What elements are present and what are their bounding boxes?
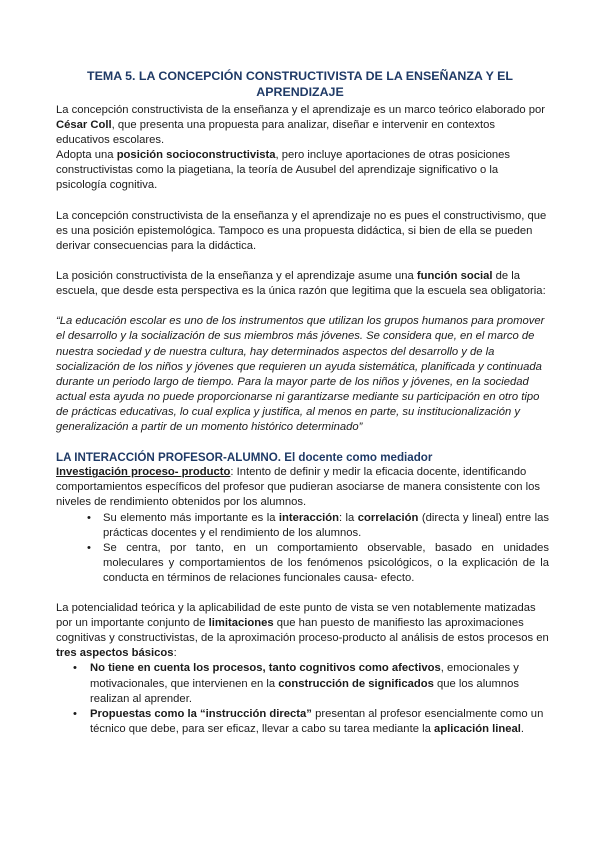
process-product-term: Investigación proceso- producto bbox=[56, 466, 231, 479]
social-function-paragraph: La posición constructivista de la enseñanza y el aprendizaje asume una función social de la escuela, que desde esta perspectiva es la única razón que legitima que la escuela sea obligatoria: bbox=[56, 270, 546, 298]
list-item: • Su elemento más importante es la interacción: la correlación (directa y lineal) entre las prácticas docentes y el rendimiento de los alumnos. bbox=[87, 511, 549, 539]
bullet-icon: • bbox=[87, 541, 91, 554]
title-line-1: TEMA 5. LA CONCEPCIÓN CONSTRUCTIVISTA DE LA ENSEÑANZA Y EL bbox=[87, 69, 513, 83]
title-line-2: APRENDIZAJE bbox=[256, 84, 344, 99]
list-item: • No tiene en cuenta los procesos, tanto cognitivos como afectivos, emocionales y motivacionales, que intervienen en la construcción de significados que los alumnos realizan al aprender. bbox=[73, 662, 519, 705]
section-heading: LA INTERACCIÓN PROFESOR-ALUMNO. El docente como mediador bbox=[56, 451, 433, 465]
page-title bbox=[60, 69, 540, 100]
citation-quote: “La educación escolar es uno de los instrumentos que utilizan los grupos humanos para promover el desarrollo y la socialización de sus miembros más jóvenes. Se considera que, en el marco de nuestra sociedad y de nuestra cultura, hay determinados aspectos del desarrollo y de la socialización de los niños y jóvenes que requieren un ayuda sistemática, planificada y continuada durante un periodo largo de tiempo. Para la mayor parte de los niños y jóvenes, en la sociedad actual esta ayuda no puede proporcionarse ni garantizarse mediante su participación en otro tipo de prácticas educativas, lo cual explica y justifica, al menos en parte, su institucionalización y generalización a partir de un momento histórico determinado” bbox=[56, 315, 545, 433]
list-item: • Propuestas como la “instrucción directa” presentan al profesor esencialmente como un técnico que debe, para ser eficaz, llevar a cabo su tarea mediante la aplicación lineal. bbox=[73, 707, 544, 735]
document-body bbox=[56, 103, 549, 737]
bullet-icon: • bbox=[73, 707, 77, 720]
limitations-list bbox=[56, 661, 549, 736]
position-paragraph: Adopta una posición socioconstructivista, pero incluye aportaciones de otras posiciones constructivistas como la piagetiana, la teoría de Ausubel del aprendizaje significativo o la psicología cognitiva. bbox=[56, 149, 510, 192]
list-item: • Se centra, por tanto, en un comportamiento observable, basado en unidades moleculares y comportamientos de los fenómenos psicológicos, o la explicación de la conducta en términos de relaciones funcionales causa- efecto. bbox=[87, 541, 549, 584]
process-product-paragraph: Investigación proceso- producto: Intento de definir y medir la eficacia docente, identificando comportamientos específicos del profesor que pudieran asociarse de manera consistente con los niveles de rendimiento obtenidos por los alumnos. bbox=[56, 466, 541, 509]
limitations-paragraph: La potencialidad teórica y la aplicabilidad de este punto de vista se ven notablemente matizadas por un importante conjunto de limitaciones que han puesto de manifiesto las aproximaciones cognitivas y constructivistas, de la aproximación proceso-producto al análisis de estos procesos en tres aspectos básicos: bbox=[56, 602, 549, 660]
author-name: César Coll bbox=[56, 119, 112, 132]
epistemology-paragraph: La concepción constructivista de la enseñanza y el aprendizaje no es pues el constructivismo, que es una posición epistemológica. Tampoco es una propuesta didáctica, si bien de ella se pueden derivar consecuencias para la didáctica. bbox=[56, 209, 547, 252]
intro-paragraph: La concepción constructivista de la enseñanza y el aprendizaje es un marco teórico elaborado por César Coll, que presenta una propuesta para analizar, diseñar e intervenir en contextos educativos escolares. bbox=[56, 104, 546, 147]
bullet-icon: • bbox=[87, 511, 91, 524]
process-product-list bbox=[56, 511, 549, 586]
bullet-icon: • bbox=[73, 662, 77, 675]
